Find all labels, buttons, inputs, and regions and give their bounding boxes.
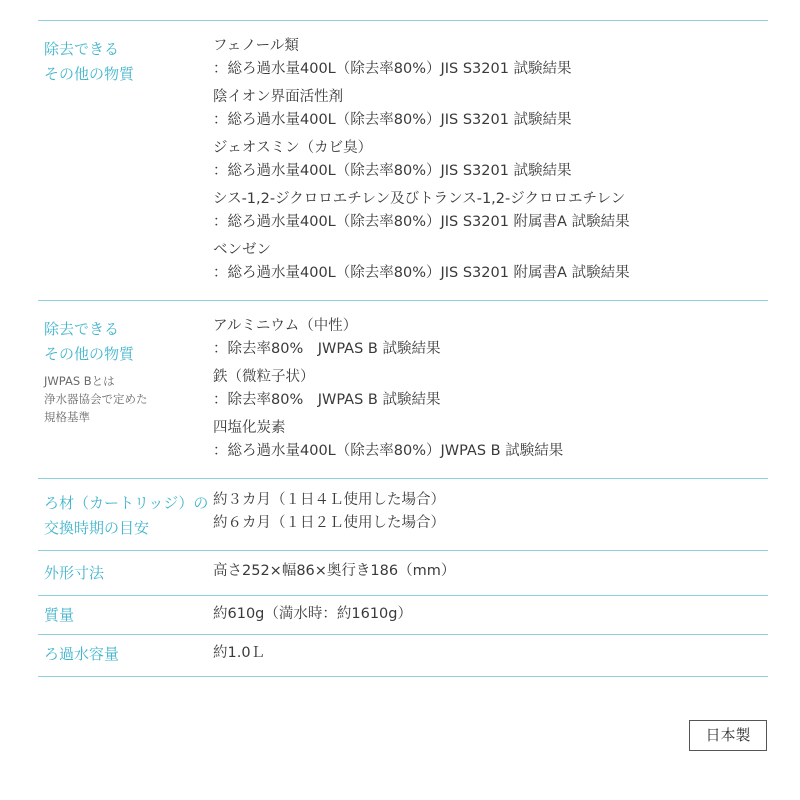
spec-note	[44, 372, 213, 426]
spec-value	[213, 603, 768, 628]
spec-row	[38, 595, 768, 634]
spec-entry-line: 四塩化炭素	[213, 420, 286, 436]
spec-entry	[213, 489, 768, 534]
spec-entry-line: 約1.0Ｌ	[213, 645, 266, 661]
spec-value	[213, 489, 768, 541]
spec-entry-line: ：総ろ過水量400L（除去率80%）JIS S3201 試験結果	[213, 162, 572, 179]
spec-entry-line: 鉄（微粒子状）	[213, 369, 315, 385]
spec-entry	[213, 35, 768, 80]
spec-note-line: 浄水器協会で定めた	[44, 392, 148, 406]
spec-entry	[213, 188, 768, 233]
made-in-japan-badge: 日本製	[689, 720, 767, 751]
spec-entry-line: ：除去率80% JWPAS B 試験結果	[213, 391, 441, 408]
spec-entry	[213, 603, 768, 626]
spec-entry	[213, 239, 768, 284]
spec-value	[213, 560, 768, 586]
spec-row	[38, 634, 768, 677]
spec-note-line: 規格基準	[44, 410, 90, 424]
spec-entry	[213, 86, 768, 131]
spec-label-line: ろ過水容量	[44, 645, 120, 663]
spec-entry-line: シス-1,2-ジクロロエチレン及びトランス-1,2-ジクロロエチレン	[213, 191, 626, 207]
spec-label	[38, 642, 213, 667]
spec-entry-line: 陰イオン界面活性剤	[213, 89, 344, 105]
spec-label	[38, 315, 213, 462]
spec-label	[38, 489, 213, 541]
spec-label-line: その他の物質	[44, 65, 135, 83]
spec-label-line: 交換時期の目安	[44, 519, 150, 537]
spec-entry-line: ジェオスミン（カビ臭）	[213, 140, 373, 156]
spec-row	[38, 478, 768, 550]
spec-label	[38, 603, 213, 628]
spec-row	[38, 300, 768, 478]
spec-entry-line: 高さ252×幅86×奥行き186（mm）	[213, 563, 456, 579]
spec-entry-line: アルミニウム（中性）	[213, 318, 358, 334]
spec-label-line: 外形寸法	[44, 564, 105, 582]
spec-label-line: ろ材（カートリッジ）の	[44, 494, 209, 512]
spec-label-line: その他の物質	[44, 345, 135, 363]
spec-label-line: 質量	[44, 606, 75, 624]
spec-entry	[213, 366, 768, 411]
spec-entry-line: ：総ろ過水量400L（除去率80%）JIS S3201 試験結果	[213, 60, 572, 77]
spec-label	[38, 35, 213, 284]
spec-row	[38, 20, 768, 300]
spec-row	[38, 550, 768, 595]
spec-table	[38, 20, 768, 677]
spec-entry-line: フェノール類	[213, 38, 299, 54]
spec-value	[213, 35, 768, 284]
spec-entry-line: ：総ろ過水量400L（除去率80%）JIS S3201 附属書A 試験結果	[213, 264, 630, 281]
spec-note-line: JWPAS Bとは	[44, 374, 115, 388]
spec-label-line: 除去できる	[44, 320, 120, 338]
spec-entry-line: 約６カ月（１日２Ｌ使用した場合）	[213, 514, 445, 531]
spec-entry-line: ：除去率80% JWPAS B 試験結果	[213, 340, 441, 357]
spec-label-line: 除去できる	[44, 40, 120, 58]
spec-entry-line: ベンゼン	[213, 242, 271, 258]
spec-entry-line: 約610g（満水時：約1610g）	[213, 606, 412, 622]
spec-entry-line: ：総ろ過水量400L（除去率80%）JIS S3201 附属書A 試験結果	[213, 213, 630, 230]
spec-value	[213, 642, 768, 667]
spec-entry	[213, 315, 768, 360]
spec-value	[213, 315, 768, 462]
spec-entry-line: ：総ろ過水量400L（除去率80%）JIS S3201 試験結果	[213, 111, 572, 128]
spec-entry	[213, 137, 768, 182]
spec-entry	[213, 560, 768, 583]
spec-entry	[213, 642, 768, 665]
spec-label	[38, 560, 213, 586]
spec-entry	[213, 417, 768, 462]
spec-entry-line: ：総ろ過水量400L（除去率80%）JWPAS B 試験結果	[213, 442, 564, 459]
spec-entry-line: 約３カ月（１日４Ｌ使用した場合）	[213, 492, 445, 508]
